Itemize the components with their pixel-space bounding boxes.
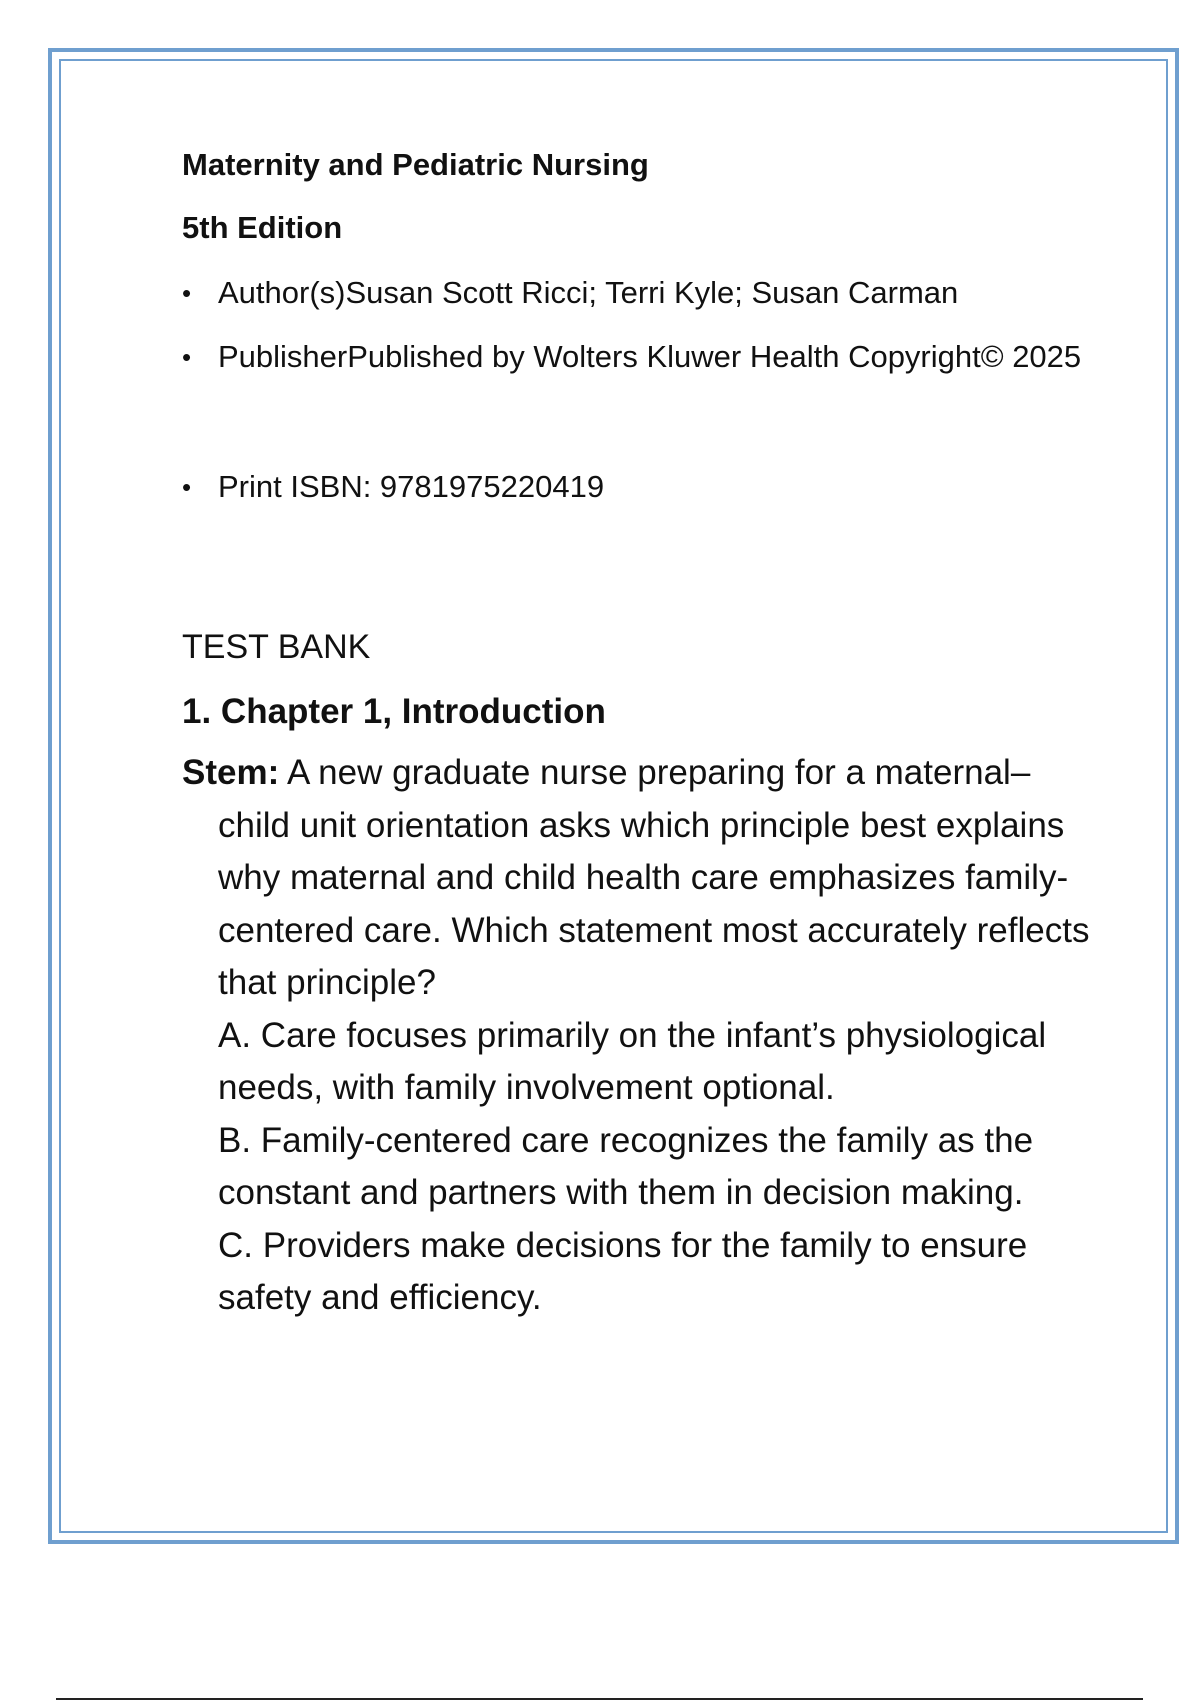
isbn-text: Print ISBN: 9781975220419 bbox=[218, 469, 605, 504]
stem-text: A new graduate nurse preparing for a maternal–child unit orientation asks which principle best explains why maternal and child health care emphasizes family-centered care. Which statement most accurately reflects that principle? bbox=[218, 753, 1090, 1002]
publisher-text: PublisherPublished by Wolters Kluwer Health Copyright© 2025 bbox=[218, 339, 1082, 374]
list-item-authors bbox=[182, 270, 1092, 316]
bullet-icon: • bbox=[182, 342, 192, 372]
section-title: TEST BANK bbox=[182, 628, 371, 666]
document-content bbox=[182, 145, 1092, 1325]
book-title: Maternity and Pediatric Nursing bbox=[182, 147, 649, 182]
bullet-icon: • bbox=[182, 472, 192, 502]
book-details-list bbox=[182, 270, 1092, 510]
book-edition: 5th Edition bbox=[182, 210, 343, 245]
question-stem bbox=[182, 747, 1092, 1010]
question-block bbox=[182, 747, 1092, 1325]
answer-option-c: C. Providers make decisions for the family to ensure safety and efficiency. bbox=[218, 1225, 1028, 1317]
stem-label: Stem: bbox=[182, 753, 280, 792]
chapter-heading: 1. Chapter 1, Introduction bbox=[182, 692, 606, 731]
answer-option-b: B. Family-centered care recognizes the family as the constant and partners with them in decision making. bbox=[218, 1120, 1034, 1212]
authors-text: Author(s)Susan Scott Ricci; Terri Kyle; Susan Carman bbox=[218, 275, 959, 310]
list-item-publisher bbox=[182, 334, 1092, 380]
list-item-isbn bbox=[182, 464, 1092, 510]
bullet-icon: • bbox=[182, 278, 192, 308]
answer-option-a: A. Care focuses primarily on the infant’s physiological needs, with family involvement optional. bbox=[218, 1015, 1047, 1107]
